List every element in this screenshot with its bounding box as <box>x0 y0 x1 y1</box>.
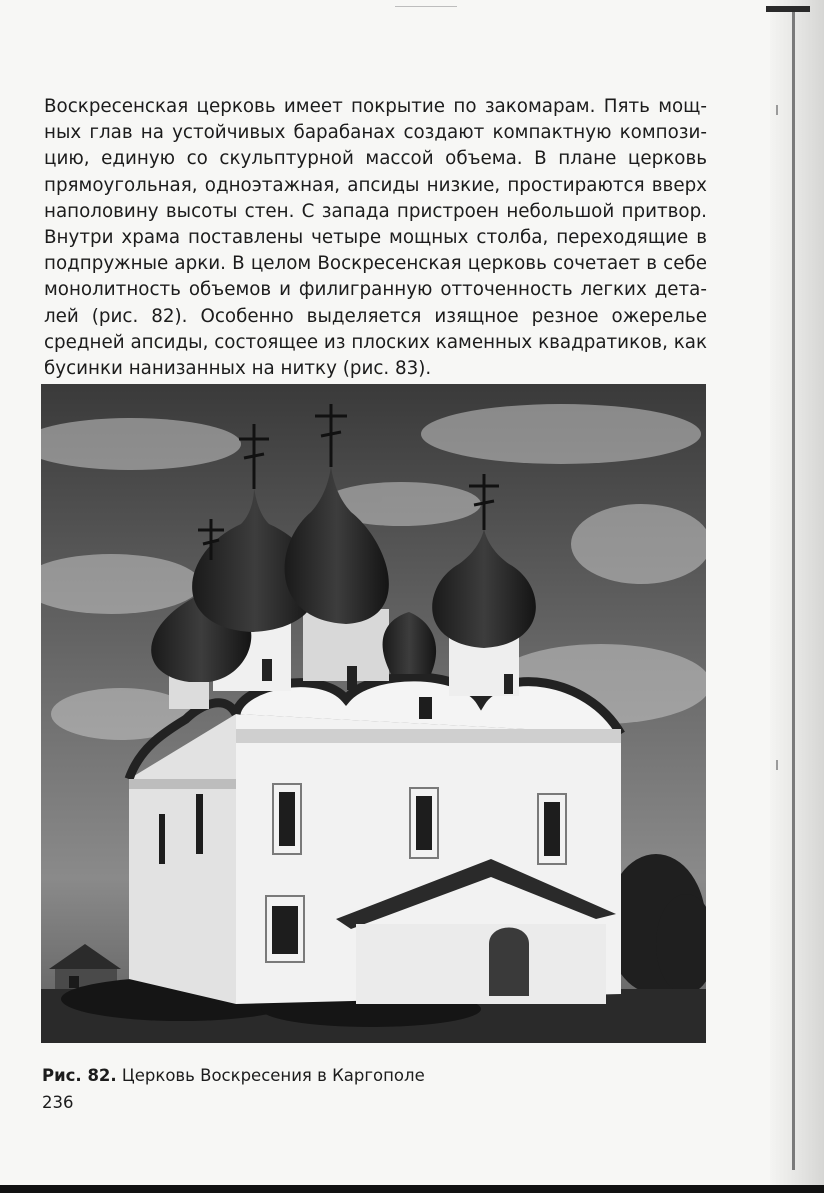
figure-caption-label: Рис. 82. <box>42 1066 117 1085</box>
page-bottom-edge <box>0 1185 824 1193</box>
top-edge-mark <box>395 6 457 7</box>
binding-tick <box>776 760 778 770</box>
church-photograph <box>41 384 706 1043</box>
binding-tick <box>776 105 778 115</box>
figure-caption <box>42 1065 702 1087</box>
page-number: 236 <box>42 1093 74 1112</box>
binding-edge-line <box>792 10 795 1170</box>
binding-top-cap <box>766 6 810 12</box>
body-paragraph: Воскресенская церковь имеет покрытие по закомарам. Пять мощных глав на устойчивых барабанах создают компактную композицию, единую со скульптурной массой объема. В плане церковь прямоугольная, одноэтажная, апсиды низкие, простираются вверх наполовину высоты стен. С запада пристроен небольшой притвор. Внутри храма поставлены четыре мощных столба, переходящие в подпружные арки. В целом Воскресенская церковь сочетает в себе монолитность объемов и филигранную отточенность легких деталей (рис. 82). Особенно выделяется изящное резное ожерелье средней апсиды, состоящее из плоских каменных квадратиков, как бусинки нанизанных на нитку (рис. 83). <box>44 96 707 380</box>
figure-caption-text: Церковь Воскресения в Каргополе <box>116 1066 425 1085</box>
page-binding-shadow <box>770 0 824 1193</box>
